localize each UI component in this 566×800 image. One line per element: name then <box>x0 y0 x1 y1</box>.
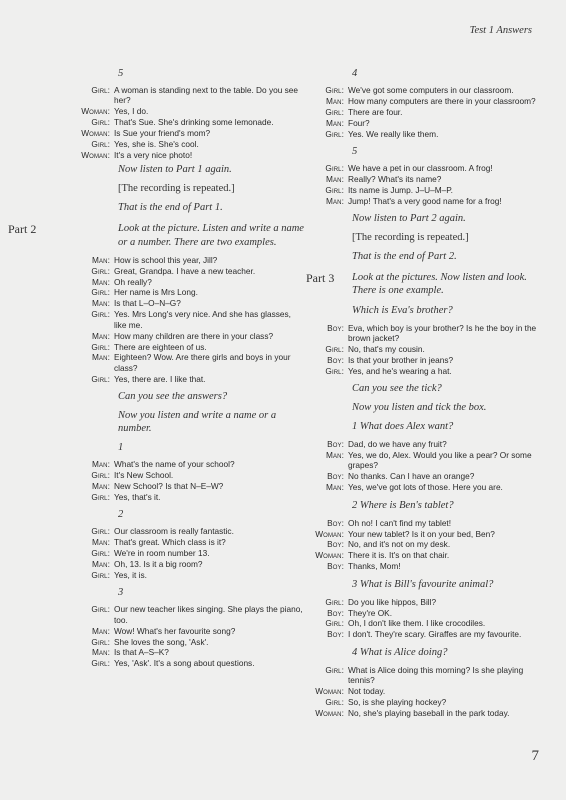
listen-again-text: Now listen to Part 1 again. <box>118 164 232 176</box>
question-4 <box>306 67 546 139</box>
spoken-text: Our new teacher likes singing. She plays the piano, too. <box>114 604 303 625</box>
speaker-label: Boy: <box>327 539 344 550</box>
dialogue-line <box>306 174 546 184</box>
spoken-text: Is Sue your friend's mom? <box>114 128 211 139</box>
dialogue-line <box>70 374 305 384</box>
spoken-text: Yes, 'Ask'. It's a song about questions. <box>114 658 255 669</box>
spoken-text: New School? Is that N–E–W? <box>114 480 224 491</box>
spoken-text: I don't. They're scary. Giraffes are my favourite. <box>348 629 522 640</box>
dialogue-line <box>306 129 546 139</box>
speaker-label: Man: <box>92 459 110 470</box>
question-1 <box>306 420 546 493</box>
dialogue-line <box>70 470 305 480</box>
spoken-text: They're OK. <box>348 607 393 618</box>
dialogue-line <box>70 342 305 352</box>
dialogue-line <box>70 266 305 276</box>
spoken-text: It's a very nice photo! <box>114 149 193 160</box>
speaker-label: Woman: <box>81 149 110 160</box>
dialogue-line <box>306 366 546 376</box>
spoken-text: Our classroom is really fantastic. <box>114 526 234 537</box>
spoken-text: Is that L–O–N–G? <box>114 298 181 309</box>
spoken-text: Eighteen? Wow. Are there girls and boys in your class? <box>114 352 291 373</box>
example-question: Which is Eva's brother? <box>352 304 453 316</box>
speaker-label: Girl: <box>325 664 344 675</box>
section-5 <box>70 67 305 214</box>
spoken-text: Her name is Mrs Long. <box>114 287 198 298</box>
question-heading: 4 What is Alice doing? <box>352 646 448 658</box>
spoken-text: We have a pet in our classroom. A frog! <box>348 163 493 174</box>
spoken-text: We've got some computers in our classroom. <box>348 85 514 95</box>
dialogue-line <box>70 309 305 330</box>
question-2 <box>70 508 305 580</box>
dialogue-line <box>306 85 546 95</box>
dialogue <box>70 85 305 160</box>
spoken-text: Wow! What's her favourite song? <box>114 625 236 636</box>
now-listen-text: Now you listen and write a name or a number. <box>118 410 277 435</box>
speaker-label: Girl: <box>325 697 344 707</box>
speaker-label: Boy: <box>327 439 344 450</box>
speaker-label: Boy: <box>327 607 344 618</box>
dialogue-line <box>70 637 305 647</box>
part-instruction: Look at the picture. Listen and write a name or a number. There are two examples. <box>118 223 304 248</box>
dialogue-line <box>306 665 546 686</box>
dialogue-line <box>70 492 305 502</box>
question-heading: 3 What is Bill's favourite animal? <box>352 578 494 590</box>
spoken-text: It's New School. <box>114 470 174 481</box>
speaker-label: Girl: <box>91 117 110 128</box>
speaker-label: Woman: <box>81 106 110 117</box>
spoken-text: Is that your brother in jeans? <box>348 354 454 365</box>
speaker-label: Boy: <box>327 629 344 640</box>
speaker-label: Girl: <box>325 106 344 117</box>
dialogue <box>306 439 546 493</box>
spoken-text: Yes. We really like them. <box>348 128 439 139</box>
spoken-text: No thanks. Can I have an orange? <box>348 471 475 482</box>
speaker-label: Man: <box>92 537 110 548</box>
speaker-label: Girl: <box>325 618 344 629</box>
dialogue-line <box>70 570 305 580</box>
dialogue-line <box>306 450 546 471</box>
dialogue-line <box>306 697 546 707</box>
speaker-label: Man: <box>92 298 110 309</box>
speaker-label: Boy: <box>327 471 344 482</box>
dialogue-line <box>306 107 546 117</box>
speaker-label: Man: <box>326 195 344 206</box>
dialogue-line <box>306 482 546 492</box>
dialogue <box>70 604 305 668</box>
speaker-label: Boy: <box>327 517 344 528</box>
dialogue-line <box>306 323 546 344</box>
dialogue-line <box>306 185 546 195</box>
speaker-label: Girl: <box>91 139 110 150</box>
spoken-text: Thanks, Mom! <box>348 561 401 572</box>
speaker-label: Man: <box>92 254 110 265</box>
spoken-text: Really? What's its name? <box>348 173 442 184</box>
dialogue-line <box>70 459 305 469</box>
speaker-label: Girl: <box>91 658 110 669</box>
question-heading: 1 What does Alex want? <box>352 421 454 433</box>
speaker-label: Girl: <box>91 309 110 320</box>
spoken-text: What is Alice doing this morning? Is she playing tennis? <box>348 664 524 686</box>
question-2 <box>306 499 546 572</box>
speaker-label: Girl: <box>91 265 110 276</box>
spoken-text: So, is she playing hockey? <box>348 697 447 707</box>
dialogue-line <box>70 150 305 160</box>
dialogue-line <box>306 618 546 628</box>
speaker-label: Girl: <box>325 184 344 195</box>
spoken-text: Do you like hippos, Bill? <box>348 596 437 607</box>
speaker-label: Woman: <box>315 686 344 697</box>
part-2 <box>8 222 305 435</box>
right-column <box>306 64 546 719</box>
speaker-label: Boy: <box>327 354 344 365</box>
question-number: 1 <box>118 442 124 454</box>
spoken-text: Oh, I don't like them. I like crocodiles. <box>348 618 486 629</box>
speaker-label: Girl: <box>91 491 110 502</box>
spoken-text: There are eighteen of us. <box>114 341 207 352</box>
dialogue-line <box>306 608 546 618</box>
speaker-label: Woman: <box>315 707 344 718</box>
speaker-label: Girl: <box>91 85 110 95</box>
dialogue <box>306 518 546 572</box>
spoken-text: That's Sue. She's drinking some lemonade. <box>114 117 274 128</box>
spoken-text: Eva, which boy is your brother? Is he the boy in the brown jacket? <box>348 322 537 343</box>
speaker-label: Man: <box>92 558 110 569</box>
spoken-text: There it is. It's on that chair. <box>348 550 450 561</box>
part-instruction: Look at the pictures. Now listen and look. There is one example. <box>352 272 527 297</box>
speaker-label: Boy: <box>327 561 344 572</box>
dialogue-line <box>306 550 546 560</box>
dialogue-line <box>70 537 305 547</box>
now-listen-text: Now you listen and tick the box. <box>352 402 487 414</box>
dialogue <box>70 526 305 580</box>
end-of-part-text: That is the end of Part 2. <box>352 251 457 263</box>
speaker-label: Man: <box>92 625 110 636</box>
dialogue-line <box>70 277 305 287</box>
speaker-label: Girl: <box>325 128 344 139</box>
dialogue-line <box>70 298 305 308</box>
dialogue-line <box>70 481 305 491</box>
dialogue-line <box>306 561 546 571</box>
dialogue-line <box>306 686 546 696</box>
dialogue-line <box>70 139 305 149</box>
part-3 <box>306 271 546 414</box>
dialogue-line <box>70 626 305 636</box>
spoken-text: That's great. Which class is it? <box>114 537 226 548</box>
left-column <box>8 64 305 669</box>
page-number: 7 <box>531 748 539 764</box>
dialogue-line <box>70 604 305 625</box>
see-answers-text: Can you see the answers? <box>118 391 228 403</box>
spoken-text: Oh no! I can't find my tablet! <box>348 517 452 528</box>
speaker-label: Girl: <box>91 373 110 384</box>
spoken-text: Four? <box>348 117 370 128</box>
speaker-label: Woman: <box>81 128 110 139</box>
spoken-text: Yes, there are. I like that. <box>114 373 206 384</box>
dialogue-line <box>306 629 546 639</box>
dialogue-line <box>70 287 305 297</box>
spoken-text: Jump! That's a very good name for a frog! <box>348 195 502 206</box>
dialogue-line <box>306 597 546 607</box>
speaker-label: Man: <box>326 450 344 460</box>
speaker-label: Man: <box>326 173 344 184</box>
speaker-label: Girl: <box>325 365 344 376</box>
dialogue-line <box>70 331 305 341</box>
spoken-text: Yes, I do. <box>114 106 149 117</box>
spoken-text: There are four. <box>348 106 403 117</box>
question-5 <box>306 145 546 263</box>
speaker-label: Girl: <box>325 343 344 354</box>
spoken-text: Oh, 13. Is it a big room? <box>114 558 203 569</box>
dialogue-line <box>70 128 305 138</box>
speaker-label: Girl: <box>91 548 110 559</box>
repeated-text: [The recording is repeated.] <box>352 232 469 244</box>
spoken-text: We're in room number 13. <box>114 548 210 559</box>
dialogue-line <box>306 344 546 354</box>
dialogue-line <box>70 106 305 116</box>
repeated-text: [The recording is repeated.] <box>118 183 235 195</box>
spoken-text: Your new tablet? Is it on your bed, Ben? <box>348 528 495 539</box>
end-of-part-text: That is the end of Part 1. <box>118 202 223 214</box>
spoken-text: How many computers are there in your classroom? <box>348 95 536 106</box>
spoken-text: No, she's playing baseball in the park today. <box>348 707 510 718</box>
spoken-text: A woman is standing next to the table. Do you see her? <box>114 85 299 106</box>
speaker-label: Man: <box>92 352 110 363</box>
speaker-label: Girl: <box>325 85 344 95</box>
spoken-text: How many children are there in your class? <box>114 330 274 341</box>
dialogue-line <box>70 526 305 536</box>
spoken-text: She loves the song, 'Ask'. <box>114 636 209 647</box>
spoken-text: Yes, it is. <box>114 569 147 580</box>
dialogue-line <box>306 118 546 128</box>
speaker-label: Man: <box>92 276 110 287</box>
spoken-text: Yes, we've got lots of those. Here you are. <box>348 482 503 493</box>
speaker-label: Man: <box>92 480 110 491</box>
spoken-text: What's the name of your school? <box>114 459 235 470</box>
see-tick-text: Can you see the tick? <box>352 383 442 395</box>
dialogue-line <box>306 355 546 365</box>
dialogue <box>306 163 546 206</box>
question-heading: 2 Where is Ben's tablet? <box>352 499 454 511</box>
spoken-text: Is that A–S–K? <box>114 647 169 658</box>
section-number: 5 <box>118 68 124 79</box>
speaker-label: Girl: <box>91 470 110 481</box>
dialogue-line <box>70 85 305 106</box>
dialogue-line <box>70 352 305 373</box>
speaker-label: Girl: <box>91 287 110 298</box>
dialogue <box>306 85 546 139</box>
question-number: 5 <box>352 146 358 158</box>
spoken-text: No, and it's not on my desk. <box>348 539 451 550</box>
dialogue <box>70 255 305 384</box>
dialogue-line <box>70 658 305 668</box>
speaker-label: Man: <box>326 482 344 493</box>
spoken-text: Yes, we do, Alex. Would you like a pear? Or some grapes? <box>348 450 532 471</box>
dialogue-line <box>306 96 546 106</box>
speaker-label: Girl: <box>91 569 110 580</box>
dialogue-line <box>306 196 546 206</box>
spoken-text: Dad, do we have any fruit? <box>348 439 447 450</box>
question-4 <box>306 646 546 719</box>
dialogue-line <box>306 708 546 718</box>
spoken-text: Yes, she is. She's cool. <box>114 139 199 150</box>
speaker-label: Girl: <box>91 636 110 647</box>
dialogue-line <box>306 529 546 539</box>
dialogue-line <box>70 117 305 127</box>
speaker-label: Girl: <box>325 596 344 607</box>
speaker-label: Girl: <box>91 341 110 352</box>
dialogue-line <box>70 255 305 265</box>
dialogue-line <box>70 559 305 569</box>
dialogue <box>70 459 305 502</box>
spoken-text: Yes, that's it. <box>114 491 161 502</box>
dialogue-line <box>306 539 546 549</box>
spoken-text: Its name is Jump. J–U–M–P. <box>348 184 453 195</box>
speaker-label: Man: <box>92 330 110 341</box>
part-label: Part 2 <box>8 222 37 237</box>
question-number: 2 <box>118 509 124 521</box>
dialogue-line <box>70 647 305 657</box>
question-3 <box>70 586 305 668</box>
question-1 <box>70 441 305 502</box>
spoken-text: Great, Grandpa. I have a new teacher. <box>114 265 256 276</box>
listen-again-text: Now listen to Part 2 again. <box>352 213 466 225</box>
speaker-label: Man: <box>326 117 344 128</box>
speaker-label: Boy: <box>327 322 344 333</box>
speaker-label: Man: <box>326 95 344 106</box>
page-header-title: Test 1 Answers <box>469 25 532 36</box>
spoken-text: Yes, and he's wearing a hat. <box>348 365 452 376</box>
question-number: 3 <box>118 587 124 599</box>
speaker-label: Girl: <box>91 604 110 615</box>
spoken-text: No, that's my cousin. <box>348 343 425 354</box>
spoken-text: Not today. <box>348 686 386 697</box>
dialogue-line <box>70 548 305 558</box>
speaker-label: Man: <box>92 647 110 658</box>
speaker-label: Girl: <box>91 526 110 537</box>
spoken-text: Oh really? <box>114 276 152 287</box>
dialogue <box>306 597 546 640</box>
dialogue <box>306 665 546 719</box>
part-label: Part 3 <box>306 271 335 286</box>
speaker-label: Woman: <box>315 528 344 539</box>
dialogue-line <box>306 163 546 173</box>
question-number: 4 <box>352 68 358 79</box>
speaker-label: Girl: <box>325 163 344 174</box>
dialogue-line <box>306 439 546 449</box>
spoken-text: Yes. Mrs Long's very nice. And she has glasses, like me. <box>114 309 291 330</box>
question-3 <box>306 578 546 640</box>
dialogue <box>306 323 546 377</box>
dialogue-line <box>306 518 546 528</box>
speaker-label: Woman: <box>315 550 344 561</box>
dialogue-line <box>306 471 546 481</box>
spoken-text: How is school this year, Jill? <box>114 254 218 265</box>
